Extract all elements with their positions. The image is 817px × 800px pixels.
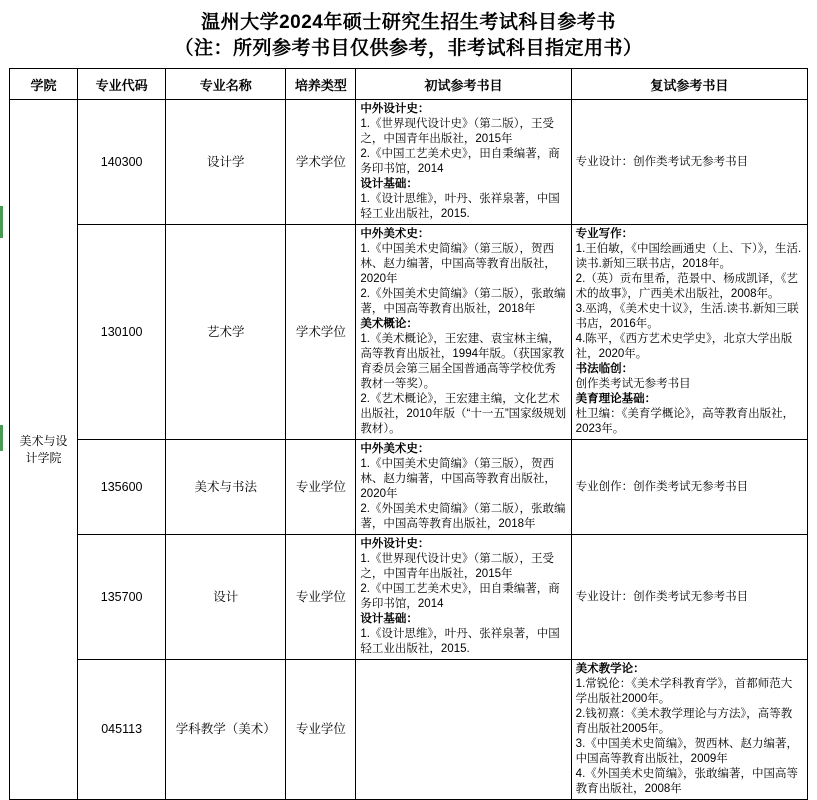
edge-mark-2 [0,425,3,451]
cell-first-books [356,660,571,800]
edge-markers [0,0,4,800]
cell-code: 140300 [78,100,166,225]
cell-code: 135600 [78,440,166,535]
cell-type: 学术学位 [286,225,356,440]
cell-second-books: 专业写作： 1.王伯敏，《中国绘画通史（上、下）》，生活.读书.新知三联书店，2018年。 2.（英）贡布里希，范景中、杨成凯译，《艺术的故事》，广西美术出版社，2008年。 3.巫鸿，《美术史十议》，生活.读书.新知三联书店，2016年。 4.陈平，《西方艺术史学史》，北京大学出版社，2020年。 书法临创： 创作类考试无参考书目 美育理论基础： 杜卫编：《美育学概论》，高等教育出版社，2023年。 [571,225,807,440]
cell-name: 美术与书法 [166,440,286,535]
table-row [10,225,808,440]
cell-type: 专业学位 [286,440,356,535]
table-body [10,100,808,800]
cell-second-books: 专业创作：创作类考试无参考书目 [571,440,807,535]
cell-code: 135700 [78,535,166,660]
cell-code: 130100 [78,225,166,440]
cell-type: 学术学位 [286,100,356,225]
cell-first-books: 中外美术史： 1.《中国美术史简编》（第三版），贺西林、赵力编著，中国高等教育出版社，2020年 2.《外国美术史简编》（第二版），张敢编著，中国高等教育出版社，2018年 美术概论： 1.《美术概论》，王宏建、袁宝林主编，高等教育出版社，1994年版。（获国家教育委员会第三届全国普通高等学校优秀教材一等奖）。 2.《艺术概论》，王宏建主编，文化艺术出版社，2010年版（“十一五”国家级规划教材）。 [356,225,571,440]
reference-books-table [9,68,808,800]
header-college: 学院 [10,69,78,100]
header-degree-type: 培养类型 [286,69,356,100]
cell-type: 专业学位 [286,660,356,800]
edge-mark-1 [0,206,3,238]
table-header [10,69,808,100]
table-row [10,440,808,535]
cell-code: 045113 [78,660,166,800]
title-line-2: （注：所列参考书目仅供参考，非考试科目指定用书） [174,38,643,59]
table-row [10,535,808,660]
table-row [10,100,808,225]
title-line-1: 温州大学2024年硕士研究生招生考试科目参考书 [201,12,616,33]
cell-type: 专业学位 [286,535,356,660]
cell-name: 设计 [166,535,286,660]
header-second-exam-books: 复试参考书目 [571,69,807,100]
cell-name: 设计学 [166,100,286,225]
cell-college: 美术与设计学院 [10,100,78,800]
cell-first-books: 中外设计史： 1.《世界现代设计史》（第二版），王受之，中国青年出版社，2015年 2.《中国工艺美术史》，田自秉编著，商务印书馆，2014 设计基础： 1.《设计思维》，叶丹、张祥泉著，中国轻工业出版社，2015. [356,100,571,225]
document-title [0,0,817,68]
header-row [10,69,808,100]
header-major-code: 专业代码 [78,69,166,100]
cell-name: 艺术学 [166,225,286,440]
cell-first-books: 中外设计史： 1.《世界现代设计史》（第二版），王受之，中国青年出版社，2015年 2.《中国工艺美术史》，田自秉编著，商务印书馆，2014 设计基础： 1.《设计思维》，叶丹、张祥泉著，中国轻工业出版社，2015. [356,535,571,660]
cell-first-books: 中外美术史： 1.《中国美术史简编》（第三版），贺西林、赵力编著，中国高等教育出版社，2020年 2.《外国美术史简编》（第二版），张敢编著，中国高等教育出版社，2018年 [356,440,571,535]
cell-second-books: 美术教学论： 1.常锐伦：《美术学科教育学》，首都师范大学出版社2000年。 2.钱初熹：《美术教学理论与方法》，高等教育出版社2005年。 3.《中国美术史简编》，贺西林、赵力编著，中国高等教育出版社，2009年 4.《外国美术史简编》，张敢编著，中国高等教育出版社，2008年 [571,660,807,800]
table-row [10,660,808,800]
header-major-name: 专业名称 [166,69,286,100]
header-first-exam-books: 初试参考书目 [356,69,571,100]
cell-name: 学科教学（美术） [166,660,286,800]
cell-second-books: 专业设计：创作类考试无参考书目 [571,100,807,225]
cell-second-books: 专业设计：创作类考试无参考书目 [571,535,807,660]
